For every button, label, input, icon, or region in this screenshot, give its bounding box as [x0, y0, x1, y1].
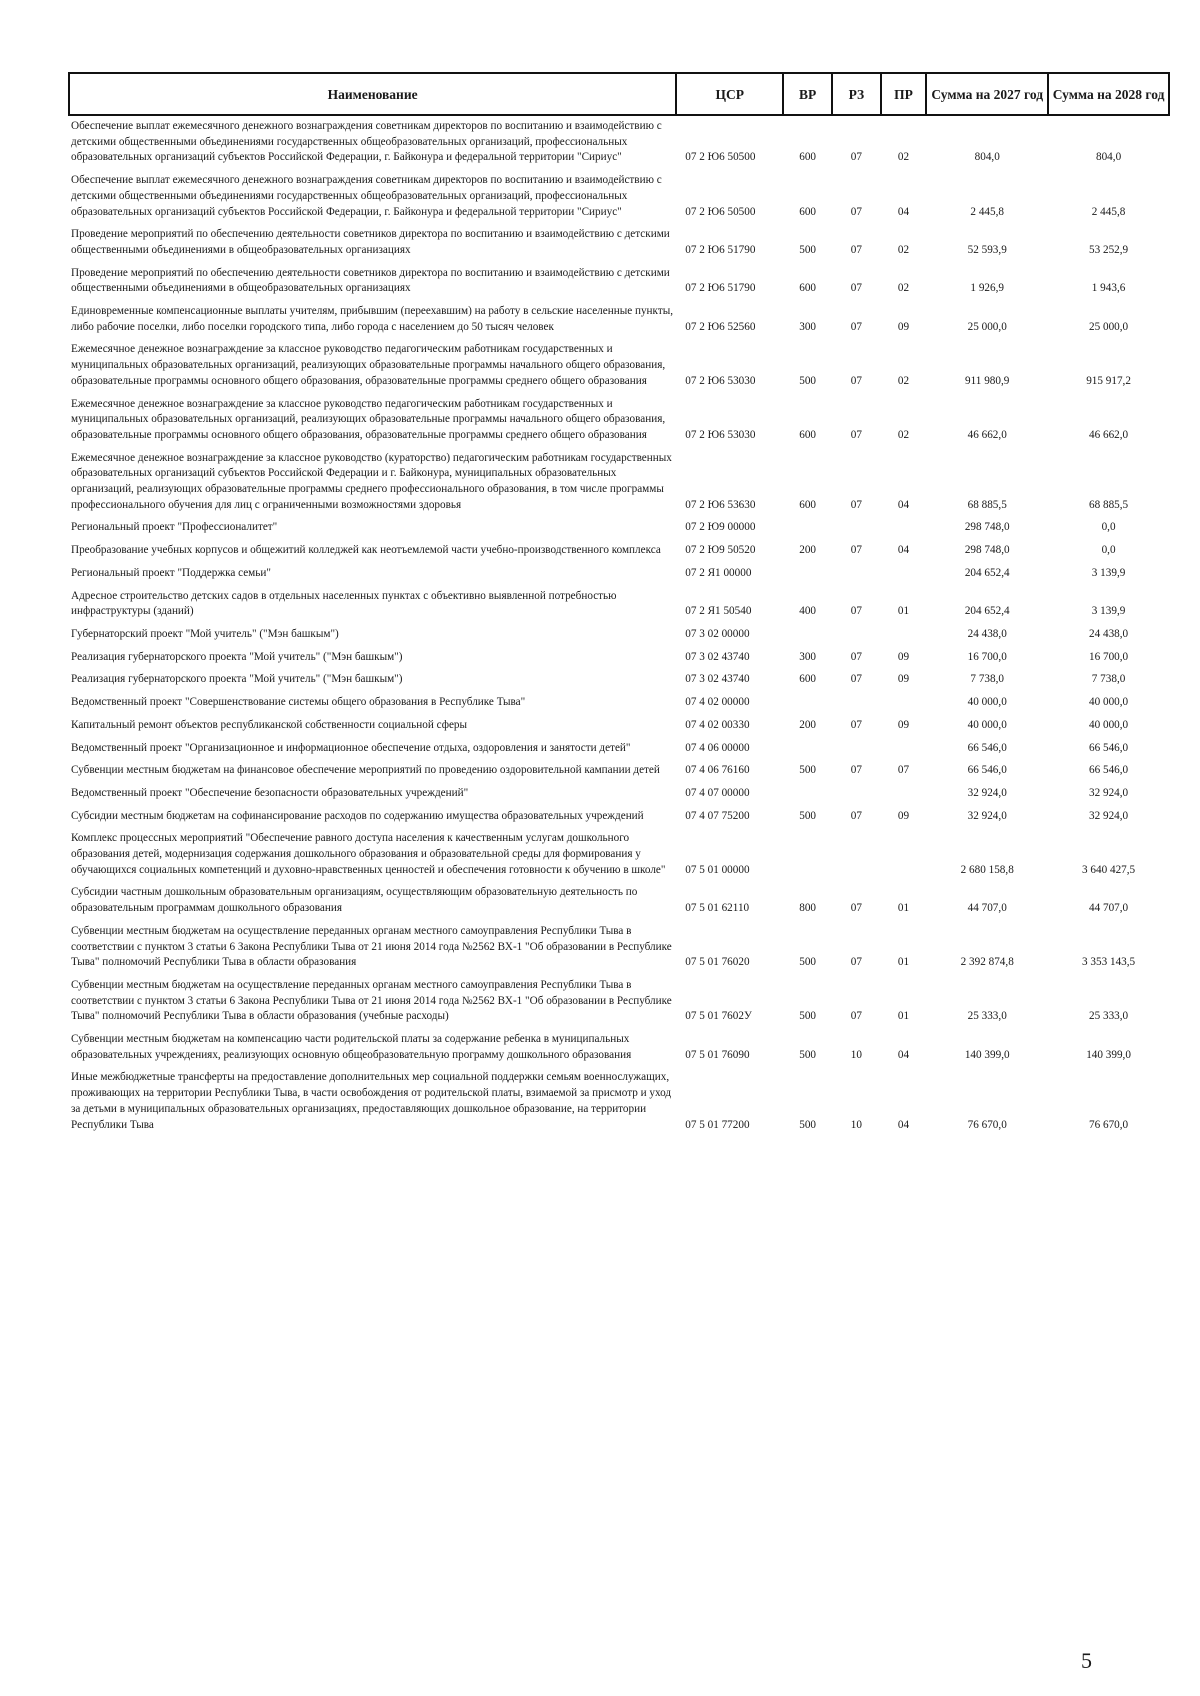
- cell-csr: 07 2 Ю6 53030: [685, 374, 756, 387]
- cell-rz: [832, 828, 881, 882]
- cell-sum-2027: 204 652,4: [964, 605, 1010, 618]
- cell-vr: 500: [799, 764, 816, 777]
- cell-name: Субсидии местным бюджетам на софинансирование расходов по содержанию имущества образовательных учреждений: [71, 809, 644, 822]
- cell-sum-2028: 53 252,9: [1088, 243, 1129, 256]
- cell-sum-2027: 804,0: [974, 151, 1000, 164]
- cell-rz: 07: [850, 718, 862, 731]
- cell-pr: 09: [897, 650, 910, 663]
- cell-pr: 09: [897, 320, 910, 333]
- cell-rz: 07: [850, 1010, 862, 1023]
- cell-csr: 07 2 Ю6 53030: [685, 428, 756, 441]
- table-row: [69, 115, 1169, 170]
- cell-name: Губернаторский проект "Мой учитель" ("Мэн башкым"): [71, 627, 339, 640]
- cell-sum-2028: 24 438,0: [1088, 627, 1129, 640]
- cell-name: Капитальный ремонт объектов республиканской собственности социальной сферы: [71, 718, 468, 731]
- table-row: [69, 517, 1169, 540]
- cell-pr: 01: [897, 956, 910, 969]
- cell-sum-2028: 0,0: [1101, 544, 1116, 557]
- cell-vr: [783, 517, 832, 540]
- cell-csr: 07 5 01 00000: [685, 863, 750, 876]
- cell-rz: 07: [850, 605, 862, 618]
- cell-rz: [832, 624, 881, 647]
- cell-vr: 600: [799, 205, 816, 218]
- page-number: 5: [1081, 1648, 1092, 1673]
- table-header: [69, 73, 1169, 115]
- cell-csr: 07 2 Ю6 53630: [685, 498, 756, 511]
- cell-sum-2028: 40 000,0: [1088, 696, 1129, 709]
- cell-sum-2028: 0,0: [1101, 521, 1116, 534]
- cell-sum-2027: 204 652,4: [964, 566, 1010, 579]
- cell-pr: 02: [897, 374, 910, 387]
- cell-csr: 07 5 01 76090: [685, 1048, 750, 1061]
- cell-csr: 07 2 Ю6 50500: [685, 205, 756, 218]
- cell-name: Ежемесячное денежное вознаграждение за классное руководство педагогическим работникам государственных и муниципальных образовательных организаций, реализующих образовательные программы начального общего образования, образовательные программы основного общего образования, образовательные программы среднего общего образования: [71, 343, 666, 387]
- cell-sum-2027: 25 333,0: [967, 1010, 1007, 1023]
- cell-csr: 07 2 Ю6 51790: [685, 282, 756, 295]
- cell-sum-2028: 2 445,8: [1091, 205, 1126, 218]
- cell-pr: 04: [897, 1048, 910, 1061]
- cell-rz: 07: [850, 673, 862, 686]
- cell-sum-2028: 804,0: [1095, 151, 1122, 164]
- cell-csr: 07 2 Ю9 50520: [685, 544, 756, 557]
- cell-vr: 400: [799, 605, 816, 618]
- cell-name: Субвенции местным бюджетам на компенсацию части родительской платы за содержание ребенка в муниципальных образовательных учреждениях, реализующих основную общеобразовательную программу дошкольного образования: [71, 1033, 632, 1061]
- cell-name: Ведомственный проект "Обеспечение безопасности образовательных учреждений": [71, 786, 469, 799]
- cell-sum-2028: 66 546,0: [1088, 741, 1129, 754]
- cell-name: Адресное строительство детских садов в отдельных населенных пунктах с объективно выявленной потребностью инфраструктуры (зданий): [71, 589, 617, 618]
- cell-vr: 500: [799, 374, 816, 387]
- cell-vr: 300: [799, 320, 816, 333]
- cell-sum-2027: 40 000,0: [967, 696, 1007, 709]
- cell-pr: 09: [897, 673, 910, 686]
- cell-sum-2028: 40 000,0: [1088, 718, 1129, 731]
- cell-vr: 600: [799, 282, 816, 295]
- cell-csr: 07 4 07 00000: [685, 786, 750, 799]
- cell-csr: 07 3 02 00000: [685, 627, 750, 640]
- table-row: [69, 921, 1169, 975]
- cell-name: Обеспечение выплат ежемесячного денежного вознаграждения советникам директоров по воспитанию и взаимодействию с детскими общественными объединениями государственных общеобразовательных организаций, профессиональных образовательных организаций субъектов Российской Федерации, г. Байконура и федеральной территории "Сириус": [71, 120, 662, 164]
- cell-sum-2027: 66 546,0: [967, 741, 1007, 754]
- cell-vr: [783, 738, 832, 761]
- cell-sum-2027: 25 000,0: [967, 320, 1007, 333]
- cell-csr: 07 2 Я1 00000: [685, 566, 752, 579]
- cell-sum-2028: 66 546,0: [1088, 764, 1129, 777]
- cell-rz: 07: [850, 764, 862, 777]
- table-row: [69, 738, 1169, 761]
- cell-rz: [832, 692, 881, 715]
- cell-pr: 04: [897, 205, 910, 218]
- table-row: [69, 692, 1169, 715]
- cell-csr: 07 3 02 43740: [685, 650, 750, 663]
- cell-sum-2027: 76 670,0: [967, 1118, 1007, 1131]
- cell-rz: [832, 563, 881, 586]
- cell-rz: 07: [850, 282, 862, 295]
- cell-pr: [881, 517, 927, 540]
- header-pr: ПР: [881, 73, 927, 115]
- cell-csr: 07 5 01 7602У: [685, 1010, 752, 1023]
- cell-rz: 07: [850, 544, 862, 557]
- cell-pr: [881, 828, 927, 882]
- cell-sum-2028: 16 700,0: [1088, 650, 1129, 663]
- cell-vr: 500: [799, 1048, 816, 1061]
- cell-sum-2027: 68 885,5: [967, 498, 1007, 511]
- cell-sum-2028: 25 000,0: [1088, 320, 1129, 333]
- cell-name: Региональный проект "Профессионалитет": [71, 521, 278, 534]
- cell-name: Обеспечение выплат ежемесячного денежного вознаграждения советникам директоров по воспитанию и взаимодействию с детскими общественными объединениями государственных общеобразовательных организаций, профессиональных образовательных организаций субъектов Российской Федерации, г. Байконура и федеральной территории "Сириус": [71, 174, 662, 218]
- cell-sum-2027: 32 924,0: [967, 809, 1007, 822]
- cell-vr: 600: [799, 428, 816, 441]
- cell-sum-2028: 1 943,6: [1091, 282, 1126, 295]
- cell-sum-2028: 915 917,2: [1086, 374, 1131, 387]
- header-vr: ВР: [783, 73, 832, 115]
- cell-rz: 10: [850, 1048, 862, 1061]
- cell-csr: 07 2 Ю6 51790: [685, 243, 756, 256]
- cell-vr: 500: [799, 1118, 816, 1131]
- table-row: [69, 760, 1169, 783]
- cell-pr: 04: [897, 1118, 910, 1131]
- cell-sum-2028: 3 139,9: [1091, 566, 1126, 579]
- cell-name: Единовременные компенсационные выплаты учителям, прибывшим (переехавшим) на работу в сельские населенные пункты, либо рабочие поселки, либо поселки городского типа, либо города с населением до 50 тысяч человек: [71, 305, 674, 333]
- cell-pr: [881, 692, 927, 715]
- cell-pr: 02: [897, 151, 910, 164]
- cell-name: Ежемесячное денежное вознаграждение за классное руководство (кураторство) педагогическим работникам государственных образовательных организаций субъектов Российской Федерации и г. Байконура, муниципальных образовательных организаций, реализующих образовательные программы среднего профессионального образования, в том числе программы профессионального обучения для лиц с ограниченными возможностями здоровья: [71, 451, 672, 511]
- table-row: [69, 1029, 1169, 1067]
- cell-rz: 07: [850, 320, 862, 333]
- cell-vr: [783, 692, 832, 715]
- cell-csr: 07 4 02 00330: [685, 718, 750, 731]
- cell-vr: [783, 783, 832, 806]
- cell-sum-2027: 16 700,0: [967, 650, 1007, 663]
- cell-sum-2028: 3 640 427,5: [1082, 863, 1136, 876]
- cell-rz: 07: [850, 902, 862, 915]
- cell-vr: 200: [799, 718, 816, 731]
- cell-name: Субвенции местным бюджетам на осуществление переданных органам местного самоуправления Республики Тыва в соответствии с пунктом 3 статьи 6 Закона Республики Тыва от 21 июня 2014 года №2562 ВХ-1 "Об образовании в Республике Тыва" полномочий Республики Тыва в области образования (учебные расходы): [71, 978, 672, 1023]
- cell-sum-2027: 298 748,0: [964, 521, 1010, 534]
- cell-sum-2027: 32 924,0: [967, 786, 1007, 799]
- cell-name: Ежемесячное денежное вознаграждение за классное руководство педагогическим работникам государственных и муниципальных образовательных организаций, реализующих образовательные программы начального общего образования, образовательные программы основного общего образования, образовательные программы среднего общего образования: [71, 397, 666, 441]
- cell-sum-2027: 140 399,0: [964, 1048, 1010, 1061]
- table-row: [69, 882, 1169, 920]
- table-row: [69, 624, 1169, 647]
- cell-pr: 02: [897, 243, 910, 256]
- cell-csr: 07 4 06 00000: [685, 741, 750, 754]
- cell-name: Иные межбюджетные трансферты на предоставление дополнительных мер социальной поддержки семьям военнослужащих, проживающих на территории Республики Тыва, в части освобождения от родительской платы, взимаемой за присмотр и уход за детьми в муниципальных образовательных организациях, предоставляющих дошкольное образование, на территории Республики Тыва: [71, 1071, 672, 1131]
- table-row: [69, 806, 1169, 829]
- cell-sum-2027: 40 000,0: [967, 718, 1007, 731]
- cell-name: Субвенции местным бюджетам на финансовое обеспечение мероприятий по проведению оздоровительной кампании детей: [71, 764, 660, 777]
- cell-rz: 07: [850, 151, 862, 164]
- cell-sum-2028: 32 924,0: [1088, 809, 1129, 822]
- cell-pr: 09: [897, 809, 910, 822]
- table-row: [69, 669, 1169, 692]
- budget-table: [68, 72, 1170, 1137]
- cell-csr: 07 2 Ю6 52560: [685, 320, 756, 333]
- cell-rz: 07: [850, 809, 862, 822]
- cell-rz: [832, 783, 881, 806]
- cell-sum-2027: 2 680 158,8: [960, 863, 1014, 876]
- cell-name: Проведение мероприятий по обеспечению деятельности советников директора по воспитанию и взаимодействию с детскими общественными объединениями в общеобразовательных организациях: [71, 266, 670, 295]
- cell-sum-2027: 52 593,9: [967, 243, 1007, 256]
- cell-rz: 10: [850, 1118, 862, 1131]
- cell-sum-2028: 46 662,0: [1088, 428, 1129, 441]
- table-row: [69, 448, 1169, 518]
- cell-name: Комплекс процессных мероприятий "Обеспечение равного доступа населения к качественным услугам дошкольного образования детей, модернизация содержания дошкольного образования и образовательной среды для формирования у обучающихся социальных компетенций и духовно-нравственных ценностей и обеспечения готовности к обучению в школе": [71, 832, 666, 876]
- cell-csr: 07 5 01 76020: [685, 956, 750, 969]
- cell-csr: 07 5 01 77200: [685, 1118, 750, 1131]
- cell-sum-2027: 44 707,0: [967, 902, 1007, 915]
- cell-rz: [832, 517, 881, 540]
- cell-pr: [881, 563, 927, 586]
- cell-pr: 07: [897, 764, 910, 777]
- cell-pr: 01: [897, 1010, 910, 1023]
- cell-name: Региональный проект "Поддержка семьи": [71, 566, 271, 579]
- cell-csr: 07 4 07 75200: [685, 809, 750, 822]
- cell-vr: 500: [799, 1010, 816, 1023]
- cell-rz: 07: [850, 374, 862, 387]
- cell-sum-2028: 7 738,0: [1091, 673, 1126, 686]
- cell-vr: 500: [799, 809, 816, 822]
- cell-pr: 02: [897, 428, 910, 441]
- cell-pr: 02: [897, 282, 910, 295]
- table-row: [69, 170, 1169, 224]
- cell-name: Ведомственный проект "Совершенствование системы общего образования в Республике Тыва": [71, 696, 526, 709]
- cell-vr: 300: [799, 650, 816, 663]
- cell-vr: [783, 828, 832, 882]
- table-row: [69, 394, 1169, 448]
- cell-pr: [881, 738, 927, 761]
- cell-rz: 07: [850, 243, 862, 256]
- cell-vr: 200: [799, 544, 816, 557]
- header-sum-2027: Сумма на 2027 год: [926, 73, 1048, 115]
- cell-csr: 07 2 Ю6 50500: [685, 151, 756, 164]
- cell-vr: 600: [799, 498, 816, 511]
- cell-sum-2028: 68 885,5: [1088, 498, 1129, 511]
- cell-name: Ведомственный проект "Организационное и информационное обеспечение отдыха, оздоровления и занятости детей": [71, 741, 631, 754]
- header-sum-2028: Сумма на 2028 год: [1048, 73, 1169, 115]
- table-row: [69, 586, 1169, 624]
- cell-sum-2027: 46 662,0: [967, 428, 1007, 441]
- header-csr: ЦСР: [676, 73, 783, 115]
- table-row: [69, 647, 1169, 670]
- cell-pr: [881, 624, 927, 647]
- cell-name: Проведение мероприятий по обеспечению деятельности советников директора по воспитанию и взаимодействию с детскими общественными объединениями в общеобразовательных организациях: [71, 228, 670, 256]
- cell-vr: 600: [799, 673, 816, 686]
- cell-name: Реализация губернаторского проекта "Мой учитель" ("Мэн башкым"): [71, 673, 403, 686]
- cell-rz: 07: [850, 205, 862, 218]
- table-row: [69, 540, 1169, 563]
- cell-pr: 01: [897, 605, 910, 618]
- cell-pr: 04: [897, 544, 910, 557]
- cell-name: Преобразование учебных корпусов и общежитий колледжей как неотъемлемой части учебно-производственного комплекса: [71, 544, 661, 557]
- cell-vr: 500: [799, 243, 816, 256]
- cell-sum-2027: 911 980,9: [965, 374, 1010, 387]
- table-row: [69, 301, 1169, 339]
- cell-sum-2028: 32 924,0: [1088, 786, 1129, 799]
- cell-csr: 07 3 02 43740: [685, 673, 750, 686]
- cell-name: Субвенции местным бюджетам на осуществление переданных органам местного самоуправления Республики Тыва в соответствии с пунктом 3 статьи 6 Закона Республики Тыва от 21 июня 2014 года №2562 ВХ-1 "Об образовании в Республике Тыва" полномочий Республики Тыва в области образования: [71, 924, 672, 969]
- cell-sum-2027: 1 926,9: [970, 282, 1004, 295]
- cell-name: Реализация губернаторского проекта "Мой учитель" ("Мэн башкым"): [71, 650, 403, 663]
- cell-sum-2027: 298 748,0: [964, 544, 1010, 557]
- cell-vr: 600: [799, 151, 816, 164]
- cell-csr: 07 2 Ю9 00000: [685, 521, 756, 534]
- cell-sum-2027: 2 392 874,8: [960, 956, 1014, 969]
- cell-sum-2027: 2 445,8: [970, 205, 1004, 218]
- cell-sum-2027: 7 738,0: [970, 673, 1004, 686]
- cell-pr: 04: [897, 498, 910, 511]
- table-row: [69, 783, 1169, 806]
- cell-vr: [783, 624, 832, 647]
- header-rz: РЗ: [832, 73, 881, 115]
- cell-csr: 07 4 02 00000: [685, 696, 750, 709]
- cell-sum-2027: 66 546,0: [967, 764, 1007, 777]
- cell-sum-2028: 44 707,0: [1088, 902, 1129, 915]
- cell-sum-2028: 3 353 143,5: [1082, 956, 1136, 969]
- table-row: [69, 563, 1169, 586]
- header-name: Наименование: [69, 73, 676, 115]
- cell-sum-2028: 76 670,0: [1088, 1118, 1129, 1131]
- cell-csr: 07 4 06 76160: [685, 764, 750, 777]
- cell-csr: 07 2 Я1 50540: [685, 605, 752, 618]
- cell-name: Субсидии частным дошкольным образовательным организациям, осуществляющим образовательную деятельность по образовательным программам дошкольного образования: [71, 886, 638, 915]
- cell-vr: [783, 563, 832, 586]
- cell-rz: 07: [850, 956, 862, 969]
- cell-rz: 07: [850, 650, 862, 663]
- table-row: [69, 224, 1169, 262]
- table-row: [69, 263, 1169, 301]
- cell-sum-2028: 25 333,0: [1088, 1010, 1129, 1023]
- table-row: [69, 828, 1169, 882]
- table-body: [69, 115, 1169, 1137]
- cell-sum-2028: 140 399,0: [1086, 1048, 1131, 1061]
- cell-sum-2028: 3 139,9: [1091, 605, 1126, 618]
- table-row: [69, 975, 1169, 1029]
- cell-vr: 500: [799, 956, 816, 969]
- cell-pr: 09: [897, 718, 910, 731]
- cell-pr: [881, 783, 927, 806]
- cell-rz: 07: [850, 498, 862, 511]
- cell-pr: 01: [897, 902, 910, 915]
- cell-vr: 800: [799, 902, 816, 915]
- cell-rz: 07: [850, 428, 862, 441]
- cell-csr: 07 5 01 62110: [685, 902, 750, 915]
- table-row: [69, 715, 1169, 738]
- cell-sum-2027: 24 438,0: [967, 627, 1007, 640]
- table-row: [69, 339, 1169, 393]
- table-row: [69, 1067, 1169, 1137]
- cell-rz: [832, 738, 881, 761]
